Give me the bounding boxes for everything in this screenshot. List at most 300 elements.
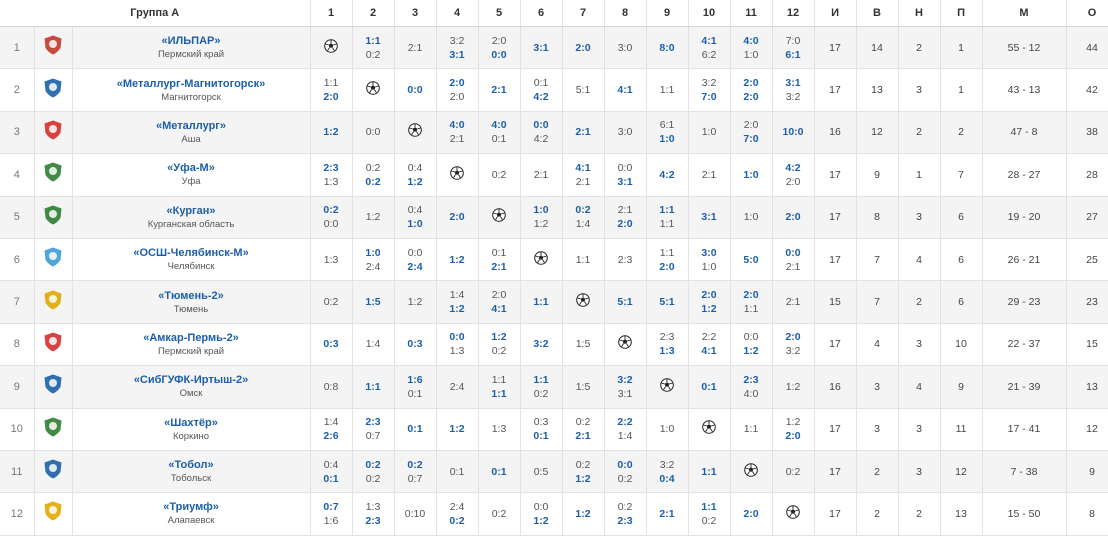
score-link[interactable]: 3:1 bbox=[449, 48, 465, 61]
self-match-cell bbox=[394, 111, 436, 153]
score-link[interactable]: 1:2 bbox=[743, 345, 759, 358]
score-text: 2:0 bbox=[491, 289, 507, 302]
team-logo-icon bbox=[42, 373, 64, 395]
table-row bbox=[0, 69, 1108, 111]
score-link[interactable]: 2:0 bbox=[743, 507, 759, 520]
score-link[interactable]: 4:0 bbox=[449, 119, 465, 132]
stat-games: 17 bbox=[814, 493, 856, 535]
score-text: 0:4 bbox=[323, 458, 339, 471]
stat-draws: 2 bbox=[898, 27, 940, 69]
stat-goals: 19 - 20 bbox=[982, 196, 1066, 238]
match-result-cell bbox=[772, 154, 814, 196]
score-link[interactable]: 2:0 bbox=[743, 77, 759, 90]
stat-draws: 3 bbox=[898, 408, 940, 450]
team-logo-icon bbox=[42, 119, 64, 141]
match-result-cell bbox=[352, 281, 394, 323]
score-text: 0:2 bbox=[491, 345, 507, 358]
score-link[interactable]: 8:0 bbox=[659, 41, 675, 54]
score-link[interactable]: 0:0 bbox=[785, 246, 801, 259]
match-result-cell bbox=[520, 196, 562, 238]
score-link[interactable]: 1:2 bbox=[449, 423, 465, 436]
team-city: Коркино bbox=[172, 430, 210, 442]
match-result-cell bbox=[436, 366, 478, 408]
stat-losses: 6 bbox=[940, 281, 982, 323]
match-result-cell bbox=[688, 281, 730, 323]
stat-draws: 3 bbox=[898, 196, 940, 238]
match-result-cell bbox=[730, 408, 772, 450]
score-link[interactable]: 2:0 bbox=[449, 211, 465, 224]
score-link[interactable]: 5:1 bbox=[659, 296, 675, 309]
score-link[interactable]: 1:2 bbox=[575, 472, 591, 485]
score-link[interactable]: 0:4 bbox=[659, 472, 675, 485]
score-text: 1:2 bbox=[533, 218, 549, 231]
score-link[interactable]: 2:0 bbox=[323, 91, 339, 104]
match-result-cell bbox=[646, 111, 688, 153]
logo-cell bbox=[34, 281, 72, 323]
score-text: 1:1 bbox=[659, 246, 675, 259]
score-link[interactable]: 2:2 bbox=[617, 416, 633, 429]
stat-losses: 10 bbox=[940, 323, 982, 365]
score-link[interactable]: 1:1 bbox=[533, 296, 549, 309]
match-result-cell bbox=[646, 408, 688, 450]
team-city: Тюмень bbox=[173, 303, 209, 315]
score-link[interactable]: 1:2 bbox=[323, 126, 339, 139]
score-link[interactable]: 2:3 bbox=[365, 416, 381, 429]
score-link[interactable]: 1:1 bbox=[701, 465, 717, 478]
match-result-cell bbox=[310, 408, 352, 450]
score-link[interactable]: 0:1 bbox=[533, 430, 549, 443]
match-result-cell bbox=[520, 408, 562, 450]
stat-games: 17 bbox=[814, 27, 856, 69]
score-link[interactable]: 0:1 bbox=[407, 423, 423, 436]
position-cell: 11 bbox=[0, 450, 34, 492]
football-icon bbox=[408, 123, 422, 137]
score-link[interactable]: 2:0 bbox=[785, 430, 801, 443]
stat-losses: 1 bbox=[940, 27, 982, 69]
score-link[interactable]: 1:3 bbox=[659, 345, 675, 358]
score-text: 3:2 bbox=[701, 77, 717, 90]
score-link[interactable]: 4:0 bbox=[491, 119, 507, 132]
match-result-cell bbox=[478, 281, 520, 323]
table-row bbox=[0, 450, 1108, 492]
stat-draws: 3 bbox=[898, 323, 940, 365]
match-result-cell bbox=[394, 408, 436, 450]
match-result-cell bbox=[772, 27, 814, 69]
match-result-cell bbox=[646, 69, 688, 111]
column-header-7: 7 bbox=[562, 0, 604, 27]
score-text: 1:5 bbox=[575, 338, 591, 351]
score-link[interactable]: 4:1 bbox=[491, 303, 507, 316]
column-header-11: 11 bbox=[730, 0, 772, 27]
team-name-link[interactable]: «Тюмень-2» bbox=[158, 289, 224, 302]
match-result-cell bbox=[730, 69, 772, 111]
team-city: Челябинск bbox=[167, 261, 215, 273]
score-link[interactable]: 0:7 bbox=[323, 500, 339, 513]
logo-cell bbox=[34, 69, 72, 111]
stat-losses: 1 bbox=[940, 69, 982, 111]
score-link[interactable]: 4:1 bbox=[701, 34, 717, 47]
logo-cell bbox=[34, 111, 72, 153]
score-link[interactable]: 2:3 bbox=[743, 373, 759, 386]
score-link[interactable]: 0:3 bbox=[407, 338, 423, 351]
football-icon bbox=[534, 251, 548, 265]
score-link[interactable]: 2:1 bbox=[575, 126, 591, 139]
stat-wins: 13 bbox=[856, 69, 898, 111]
score-link[interactable]: 0:2 bbox=[323, 204, 339, 217]
score-link[interactable]: 6:1 bbox=[785, 48, 801, 61]
match-result-cell bbox=[310, 238, 352, 280]
score-text: 2:3 bbox=[617, 253, 633, 266]
football-icon bbox=[324, 39, 338, 53]
score-link[interactable]: 1:1 bbox=[365, 380, 381, 393]
match-result-cell bbox=[394, 154, 436, 196]
team-name-link[interactable]: «Триумф» bbox=[163, 501, 219, 514]
stat-losses: 2 bbox=[940, 111, 982, 153]
match-result-cell bbox=[478, 450, 520, 492]
score-link[interactable]: 1:2 bbox=[533, 514, 549, 527]
score-link[interactable]: 5:0 bbox=[743, 253, 759, 266]
score-text: 7:0 bbox=[785, 34, 801, 47]
team-city: Тобольск bbox=[170, 473, 212, 485]
stat-games: 17 bbox=[814, 69, 856, 111]
score-text: 1:0 bbox=[701, 260, 717, 273]
stat-games: 16 bbox=[814, 366, 856, 408]
stat-points: 27 bbox=[1066, 196, 1108, 238]
score-link[interactable]: 2:0 bbox=[785, 211, 801, 224]
score-link[interactable]: 2:0 bbox=[659, 260, 675, 273]
score-link[interactable]: 2:0 bbox=[575, 41, 591, 54]
score-link[interactable]: 0:1 bbox=[491, 465, 507, 478]
score-link[interactable]: 10:0 bbox=[782, 126, 804, 139]
match-result-cell bbox=[604, 238, 646, 280]
score-link[interactable]: 1:1 bbox=[365, 34, 381, 47]
score-link[interactable]: 0:2 bbox=[575, 204, 591, 217]
column-header-wins: В bbox=[856, 0, 898, 27]
score-link[interactable]: 7:0 bbox=[701, 91, 717, 104]
score-text: 4:2 bbox=[533, 133, 549, 146]
score-text: 1:0 bbox=[743, 211, 759, 224]
score-text: 6:2 bbox=[701, 48, 717, 61]
score-text: 0:8 bbox=[323, 380, 339, 393]
score-link[interactable]: 3:1 bbox=[785, 77, 801, 90]
score-text: 0:1 bbox=[491, 133, 507, 146]
score-link[interactable]: 3:2 bbox=[533, 338, 549, 351]
match-result-cell bbox=[730, 238, 772, 280]
score-link[interactable]: 4:2 bbox=[785, 161, 801, 174]
stat-games: 17 bbox=[814, 408, 856, 450]
team-name-link[interactable]: «Уфа-М» bbox=[167, 162, 215, 175]
stat-games: 17 bbox=[814, 238, 856, 280]
score-link[interactable]: 1:0 bbox=[533, 204, 549, 217]
match-result-cell bbox=[772, 450, 814, 492]
score-text: 1:3 bbox=[323, 175, 339, 188]
match-result-cell bbox=[520, 366, 562, 408]
match-result-cell bbox=[520, 111, 562, 153]
team-city: Алапаевск bbox=[167, 515, 215, 527]
match-result-cell bbox=[520, 154, 562, 196]
score-text: 2:1 bbox=[575, 175, 591, 188]
score-link[interactable]: 3:1 bbox=[617, 175, 633, 188]
score-link[interactable]: 2:1 bbox=[491, 84, 507, 97]
stat-losses: 7 bbox=[940, 154, 982, 196]
team-name-link[interactable]: «СибГУФК-Иртыш-2» bbox=[133, 374, 249, 387]
match-result-cell bbox=[310, 366, 352, 408]
stat-draws: 3 bbox=[898, 450, 940, 492]
team-city: Аша bbox=[181, 133, 201, 145]
score-text: 4:0 bbox=[743, 387, 759, 400]
score-link[interactable]: 1:2 bbox=[449, 303, 465, 316]
team-name-link[interactable]: «ОСШ-Челябинск-М» bbox=[133, 247, 249, 260]
score-link[interactable]: 5:1 bbox=[617, 296, 633, 309]
match-result-cell bbox=[688, 450, 730, 492]
team-name-link[interactable]: «Металлург» bbox=[156, 119, 226, 132]
team-logo-icon bbox=[42, 246, 64, 268]
match-result-cell bbox=[604, 69, 646, 111]
stat-draws: 3 bbox=[898, 69, 940, 111]
match-result-cell bbox=[772, 238, 814, 280]
score-link[interactable]: 1:1 bbox=[491, 387, 507, 400]
score-link[interactable]: 4:1 bbox=[575, 161, 591, 174]
score-link[interactable]: 1:2 bbox=[701, 303, 717, 316]
column-header-losses: П bbox=[940, 0, 982, 27]
match-result-cell bbox=[646, 154, 688, 196]
score-link[interactable]: 1:2 bbox=[491, 331, 507, 344]
match-result-cell bbox=[688, 238, 730, 280]
score-link[interactable]: 0:0 bbox=[617, 458, 633, 471]
match-result-cell bbox=[604, 196, 646, 238]
score-link[interactable]: 1:0 bbox=[743, 168, 759, 181]
score-text: 2:1 bbox=[407, 41, 423, 54]
score-link[interactable]: 0:0 bbox=[533, 119, 549, 132]
score-link[interactable]: 4:1 bbox=[701, 345, 717, 358]
match-result-cell bbox=[520, 493, 562, 535]
score-text: 1:3 bbox=[365, 500, 381, 513]
score-text: 1:1 bbox=[743, 423, 759, 436]
table-row bbox=[0, 196, 1108, 238]
match-result-cell bbox=[436, 493, 478, 535]
score-link[interactable]: 0:0 bbox=[407, 84, 423, 97]
stat-draws: 2 bbox=[898, 493, 940, 535]
score-link[interactable]: 3:2 bbox=[617, 373, 633, 386]
score-text: 0:0 bbox=[365, 126, 381, 139]
match-result-cell bbox=[646, 323, 688, 365]
score-link[interactable]: 2:0 bbox=[617, 218, 633, 231]
score-text: 0:2 bbox=[365, 472, 381, 485]
self-match-cell bbox=[520, 238, 562, 280]
score-link[interactable]: 4:2 bbox=[659, 168, 675, 181]
score-link[interactable]: 2:3 bbox=[323, 161, 339, 174]
score-link[interactable]: 1:0 bbox=[407, 218, 423, 231]
score-link[interactable]: 2:3 bbox=[617, 514, 633, 527]
score-link[interactable]: 4:0 bbox=[743, 34, 759, 47]
match-result-cell bbox=[478, 238, 520, 280]
score-text: 1:4 bbox=[449, 289, 465, 302]
team-cell bbox=[72, 408, 310, 450]
football-icon bbox=[576, 293, 590, 307]
stat-goals: 21 - 39 bbox=[982, 366, 1066, 408]
match-result-cell bbox=[604, 493, 646, 535]
stat-draws: 4 bbox=[898, 366, 940, 408]
logo-cell bbox=[34, 450, 72, 492]
score-link[interactable]: 0:1 bbox=[701, 380, 717, 393]
score-link[interactable]: 3:1 bbox=[701, 211, 717, 224]
match-result-cell bbox=[436, 408, 478, 450]
score-link[interactable]: 0:2 bbox=[365, 458, 381, 471]
score-link[interactable]: 2:3 bbox=[365, 514, 381, 527]
score-link[interactable]: 2:1 bbox=[659, 507, 675, 520]
team-cell bbox=[72, 493, 310, 535]
stat-points: 13 bbox=[1066, 366, 1108, 408]
score-text: 3:0 bbox=[617, 41, 633, 54]
score-link[interactable]: 2:0 bbox=[701, 289, 717, 302]
match-result-cell bbox=[520, 323, 562, 365]
score-link[interactable]: 2:0 bbox=[743, 91, 759, 104]
score-text: 0:4 bbox=[407, 161, 423, 174]
match-result-cell bbox=[520, 281, 562, 323]
match-result-cell bbox=[352, 323, 394, 365]
score-link[interactable]: 1:2 bbox=[575, 507, 591, 520]
score-link[interactable]: 2:1 bbox=[491, 260, 507, 273]
score-link[interactable]: 1:6 bbox=[407, 373, 423, 386]
score-link[interactable]: 1:2 bbox=[407, 175, 423, 188]
score-link[interactable]: 2:0 bbox=[785, 331, 801, 344]
score-link[interactable]: 0:0 bbox=[449, 331, 465, 344]
stat-games: 17 bbox=[814, 196, 856, 238]
score-text: 0:4 bbox=[407, 204, 423, 217]
self-match-cell bbox=[646, 366, 688, 408]
score-link[interactable]: 7:0 bbox=[743, 133, 759, 146]
score-text: 0:0 bbox=[533, 500, 549, 513]
score-text: 1:1 bbox=[659, 218, 675, 231]
logo-cell bbox=[34, 323, 72, 365]
team-name-link[interactable]: «Шахтёр» bbox=[164, 416, 218, 429]
stat-goals: 43 - 13 bbox=[982, 69, 1066, 111]
team-name-link[interactable]: «ИЛЬПАР» bbox=[161, 35, 221, 48]
match-result-cell bbox=[436, 238, 478, 280]
score-link[interactable]: 1:1 bbox=[701, 500, 717, 513]
team-cell bbox=[72, 323, 310, 365]
team-name-link[interactable]: «Амкар-Пермь-2» bbox=[143, 331, 239, 344]
table-row bbox=[0, 238, 1108, 280]
score-text: 2:1 bbox=[449, 133, 465, 146]
match-result-cell bbox=[310, 450, 352, 492]
stat-goals: 47 - 8 bbox=[982, 111, 1066, 153]
score-text: 6:1 bbox=[659, 119, 675, 132]
score-link[interactable]: 1:0 bbox=[365, 246, 381, 259]
match-result-cell bbox=[562, 27, 604, 69]
score-link[interactable]: 0:1 bbox=[323, 472, 339, 485]
match-result-cell bbox=[604, 450, 646, 492]
column-header-6: 6 bbox=[520, 0, 562, 27]
team-name-link[interactable]: «Металлург-Магнитогорск» bbox=[116, 77, 266, 90]
score-link[interactable]: 1:5 bbox=[365, 296, 381, 309]
match-result-cell bbox=[310, 493, 352, 535]
stat-points: 9 bbox=[1066, 450, 1108, 492]
match-result-cell bbox=[772, 111, 814, 153]
score-text: 1:0 bbox=[743, 48, 759, 61]
logo-cell bbox=[34, 154, 72, 196]
column-header-8: 8 bbox=[604, 0, 646, 27]
team-cell bbox=[72, 111, 310, 153]
score-text: 1:1 bbox=[575, 253, 591, 266]
match-result-cell bbox=[394, 27, 436, 69]
match-result-cell bbox=[520, 27, 562, 69]
score-link[interactable]: 2:4 bbox=[407, 260, 423, 273]
stat-goals: 17 - 41 bbox=[982, 408, 1066, 450]
score-link[interactable]: 2:1 bbox=[575, 430, 591, 443]
table-body bbox=[0, 27, 1108, 536]
score-link[interactable]: 3:1 bbox=[533, 41, 549, 54]
score-link[interactable]: 0:3 bbox=[323, 338, 339, 351]
match-result-cell bbox=[352, 196, 394, 238]
score-text: 0:2 bbox=[365, 48, 381, 61]
stat-losses: 12 bbox=[940, 450, 982, 492]
score-text: 3:2 bbox=[659, 458, 675, 471]
column-header-5: 5 bbox=[478, 0, 520, 27]
score-text: 2:0 bbox=[491, 34, 507, 47]
logo-cell bbox=[34, 493, 72, 535]
self-match-cell bbox=[352, 69, 394, 111]
score-link[interactable]: 1:1 bbox=[533, 373, 549, 386]
match-result-cell bbox=[478, 27, 520, 69]
team-logo-icon bbox=[42, 204, 64, 226]
score-link[interactable]: 4:2 bbox=[533, 91, 549, 104]
score-text: 0:10 bbox=[404, 507, 426, 520]
score-link[interactable]: 0:2 bbox=[407, 458, 423, 471]
match-result-cell bbox=[394, 196, 436, 238]
score-text: 2:3 bbox=[659, 331, 675, 344]
position-cell: 10 bbox=[0, 408, 34, 450]
football-icon bbox=[366, 81, 380, 95]
stat-losses: 13 bbox=[940, 493, 982, 535]
match-result-cell bbox=[352, 111, 394, 153]
football-icon bbox=[492, 208, 506, 222]
score-link[interactable]: 2:6 bbox=[323, 430, 339, 443]
score-link[interactable]: 2:0 bbox=[743, 289, 759, 302]
score-text: 3:0 bbox=[617, 126, 633, 139]
match-result-cell bbox=[436, 111, 478, 153]
match-result-cell bbox=[352, 154, 394, 196]
score-text: 3:2 bbox=[785, 91, 801, 104]
score-link[interactable]: 3:0 bbox=[701, 246, 717, 259]
team-name-link[interactable]: «Курган» bbox=[166, 204, 216, 217]
self-match-cell bbox=[310, 27, 352, 69]
score-link[interactable]: 0:2 bbox=[449, 514, 465, 527]
score-text: 0:7 bbox=[365, 430, 381, 443]
score-link[interactable]: 1:2 bbox=[449, 253, 465, 266]
team-name-link[interactable]: «Тобол» bbox=[168, 459, 214, 472]
score-link[interactable]: 4:1 bbox=[617, 84, 633, 97]
match-result-cell bbox=[520, 69, 562, 111]
stat-points: 25 bbox=[1066, 238, 1108, 280]
match-result-cell bbox=[688, 196, 730, 238]
match-result-cell bbox=[562, 154, 604, 196]
match-result-cell bbox=[646, 281, 688, 323]
header-row bbox=[0, 0, 1108, 27]
score-link[interactable]: 2:0 bbox=[449, 77, 465, 90]
score-text: 3:1 bbox=[617, 387, 633, 400]
score-link[interactable]: 1:0 bbox=[659, 133, 675, 146]
column-header-3: 3 bbox=[394, 0, 436, 27]
match-result-cell bbox=[394, 238, 436, 280]
match-result-cell bbox=[394, 493, 436, 535]
score-link[interactable]: 0:0 bbox=[491, 48, 507, 61]
match-result-cell bbox=[478, 408, 520, 450]
score-text: 0:1 bbox=[449, 465, 465, 478]
team-city: Пермский край bbox=[157, 49, 225, 61]
score-link[interactable]: 0:2 bbox=[365, 175, 381, 188]
score-link[interactable]: 1:1 bbox=[659, 204, 675, 217]
